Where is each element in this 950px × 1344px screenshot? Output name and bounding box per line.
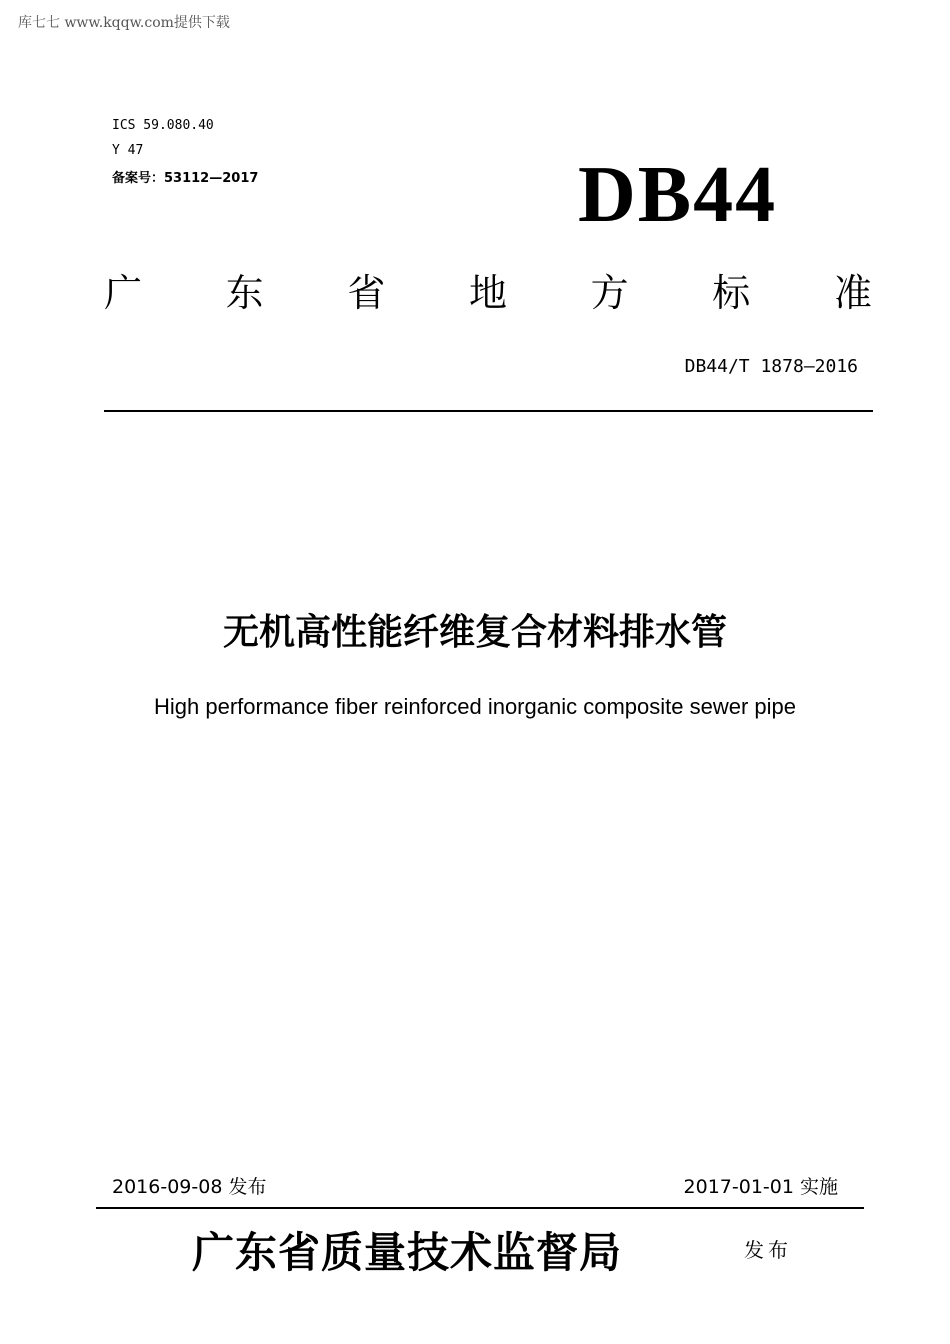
db-logo: DB44 [578,151,778,239]
top-divider [104,410,873,412]
standard-number: DB44/T 1878—2016 [684,356,858,377]
issuing-authority: 广东省质量技术监督局 [192,1228,623,1277]
record-number: 备案号：53112—2017 [112,171,259,186]
province-title-char: 准 [833,271,872,315]
province-title-char: 东 [225,271,264,315]
ccs-code: Y 47 [112,143,144,158]
province-title-char: 地 [468,271,507,315]
province-title-char: 广 [104,271,143,315]
publish-date: 2016-09-08 发布 [112,1176,267,1198]
document-title-english: High performance fiber reinforced inorganic composite sewer pipe [154,694,796,719]
province-standard-title [104,262,872,317]
watermark-text: 库七七 www.kqqw.com提供下载 [18,15,230,31]
province-title-char: 方 [590,271,629,315]
document-title-chinese: 无机高性能纤维复合材料排水管 [222,612,727,653]
ics-code: ICS 59.080.40 [112,118,214,133]
issue-label: 发布 [744,1238,792,1262]
province-title-char: 省 [347,271,386,315]
effective-date: 2017-01-01 实施 [683,1176,838,1198]
province-title-char: 标 [712,271,751,315]
bottom-divider [96,1207,864,1209]
